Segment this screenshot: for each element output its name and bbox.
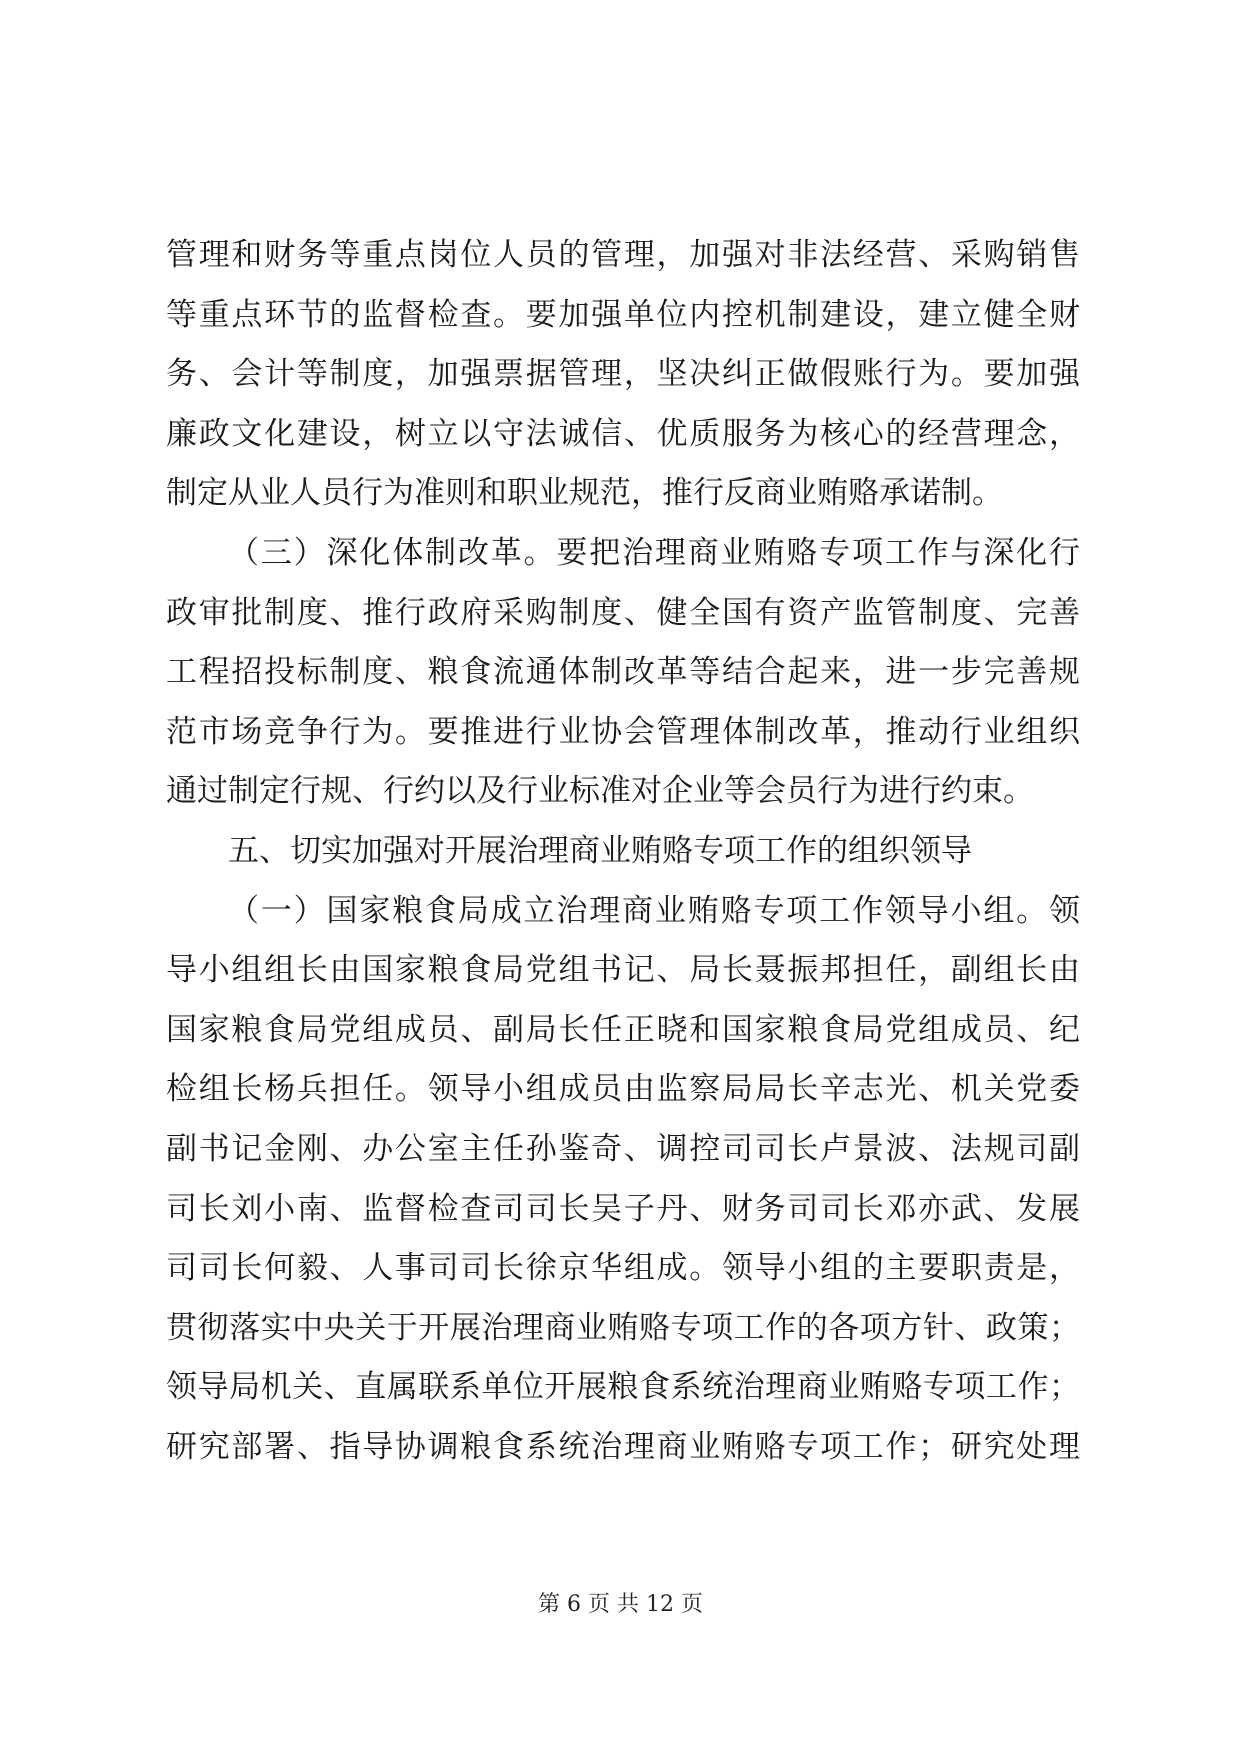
paragraph	[166, 226, 1080, 524]
text-line: 司长刘小南、监督检查司司长吴子丹、财务司司长邓亦武、发展	[166, 1190, 1080, 1227]
text-line: 领导局机关、直属联系单位开展粮食系统治理商业贿赂专项工作；	[166, 1369, 1080, 1406]
paragraph	[166, 524, 1080, 822]
text-line: 制定从业人员行为准则和职业规范，推行反商业贿赂承诺制。	[166, 475, 1003, 512]
text-line: 司司长何毅、人事司司长徐京华组成。领导小组的主要职责是，	[166, 1250, 1080, 1287]
text-line: 工程招投标制度、粮食流通体制改革等结合起来，进一步完善规	[166, 654, 1080, 691]
text-line: （三）深化体制改革。要把治理商业贿赂专项工作与深化行	[228, 534, 1080, 571]
text-line: 导小组组长由国家粮食局党组书记、局长聂振邦担任，副组长由	[166, 952, 1080, 989]
text-line: 政审批制度、推行政府采购制度、健全国有资产监管制度、完善	[166, 594, 1080, 631]
section-heading	[166, 822, 1080, 882]
text-line: 管理和财务等重点岗位人员的管理，加强对非法经营、采购销售	[166, 237, 1080, 273]
text-line: 五、切实加强对开展治理商业贿赂专项工作的组织领导	[228, 832, 972, 869]
text-line: 廉政文化建设，树立以守法诚信、优质服务为核心的经营理念，	[166, 415, 1080, 452]
text-line: 国家粮食局党组成员、副局长任正晓和国家粮食局党组成员、纪	[166, 1011, 1080, 1048]
page-footer: 第 6 页 共 12 页	[538, 1592, 703, 1617]
text-line: 等重点环节的监督检查。要加强单位内控机制建设，建立健全财	[166, 296, 1080, 333]
text-line: 务、会计等制度，加强票据管理，坚决纠正做假账行为。要加强	[166, 356, 1080, 393]
text-line: 范市场竞争行为。要推进行业协会管理体制改革，推动行业组织	[166, 713, 1080, 750]
text-line: 研究部署、指导协调粮食系统治理商业贿赂专项工作；研究处理	[166, 1428, 1080, 1465]
text-line: 通过制定行规、行约以及行业标准对企业等会员行为进行约束。	[166, 773, 1034, 810]
paragraph	[166, 882, 1080, 1478]
text-line: （一）国家粮食局成立治理商业贿赂专项工作领导小组。领	[228, 892, 1080, 929]
text-line: 检组长杨兵担任。领导小组成员由监察局局长辛志光、机关党委	[166, 1071, 1080, 1108]
text-line: 贯彻落实中央关于开展治理商业贿赂专项工作的各项方针、政策；	[166, 1309, 1080, 1346]
text-line: 副书记金刚、办公室主任孙鉴奇、调控司司长卢景波、法规司副	[166, 1130, 1080, 1167]
document-body	[166, 226, 1080, 1477]
